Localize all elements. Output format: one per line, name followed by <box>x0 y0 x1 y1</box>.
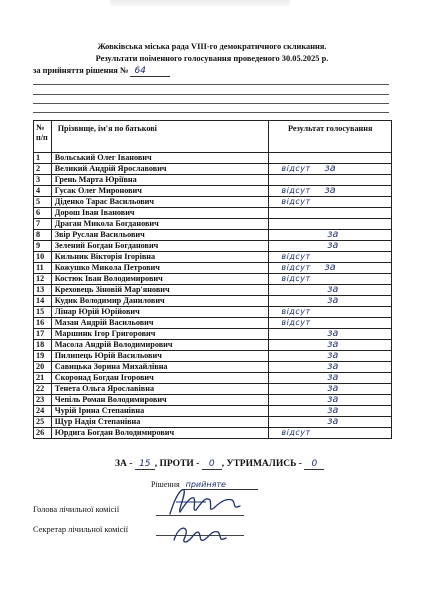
row-number: 7 <box>34 219 52 230</box>
vote-result <box>269 197 392 208</box>
table-row <box>34 285 392 296</box>
header-name: Прізвище, ім'я по батькові <box>51 121 269 153</box>
za-mark: за <box>327 405 339 416</box>
table-row <box>34 197 392 208</box>
status-handwritten: прийняте <box>182 480 258 490</box>
row-number: 20 <box>34 362 52 373</box>
header-result: Результат голосування <box>269 121 392 153</box>
vote-result <box>269 307 392 318</box>
table-header-row <box>34 121 392 153</box>
vote-result <box>269 395 392 406</box>
vote-result <box>269 175 392 186</box>
deputy-name: Кильник Вікторія Ігорівна <box>51 252 269 263</box>
za-mark: за <box>327 372 339 383</box>
table-row <box>34 230 392 241</box>
deputy-name: Діденко Тарас Васильович <box>51 197 269 208</box>
status-label: Рішення <box>151 480 180 489</box>
table-row <box>34 208 392 219</box>
row-number: 13 <box>34 285 52 296</box>
vote-result <box>269 241 392 252</box>
vote-result <box>269 186 392 197</box>
absent-mark: відсут <box>281 186 311 195</box>
deputy-name: Тенета Ольга Ярославівна <box>51 384 269 395</box>
table-row <box>34 340 392 351</box>
vote-result <box>269 373 392 384</box>
vote-result <box>269 417 392 428</box>
za-mark: за <box>327 229 339 240</box>
table-row <box>34 153 392 164</box>
row-number: 25 <box>34 417 52 428</box>
table-row <box>34 219 392 230</box>
vote-result <box>269 219 392 230</box>
deputy-name: Чурій Ірина Степанівна <box>51 406 269 417</box>
row-number: 3 <box>34 175 52 186</box>
table-row <box>34 164 392 175</box>
vote-result <box>269 318 392 329</box>
table-row <box>34 351 392 362</box>
za-mark: за <box>327 350 339 361</box>
za-mark: за <box>327 240 339 251</box>
za-mark: за <box>324 163 336 174</box>
table-row <box>34 186 392 197</box>
header-num: № п/п <box>34 121 52 153</box>
vote-result <box>269 329 392 340</box>
chair-label: Голова лічильної комісії <box>33 505 120 514</box>
deputy-name: Чепіль Роман Володимирович <box>51 395 269 406</box>
decision-line <box>33 66 170 77</box>
vote-result <box>269 153 392 164</box>
vote-result <box>269 351 392 362</box>
deputy-name: Гусак Олег Миронович <box>51 186 269 197</box>
za-mark: за <box>324 185 336 196</box>
vote-result <box>269 164 392 175</box>
row-number: 16 <box>34 318 52 329</box>
row-number: 26 <box>34 428 52 439</box>
table-row <box>34 296 392 307</box>
row-number: 6 <box>34 208 52 219</box>
absent-mark: відсут <box>281 197 311 206</box>
table-row <box>34 428 392 439</box>
table-row <box>34 263 392 274</box>
vote-result <box>269 296 392 307</box>
table-row <box>34 318 392 329</box>
row-number: 1 <box>34 153 52 164</box>
table-row <box>34 362 392 373</box>
deputy-name: Костюк Іван Володимирович <box>51 274 269 285</box>
row-number: 14 <box>34 296 52 307</box>
secretary-signature-icon <box>170 520 230 548</box>
za-label: ЗА - <box>115 459 133 469</box>
row-number: 17 <box>34 329 52 340</box>
row-number: 9 <box>34 241 52 252</box>
row-number: 11 <box>34 263 52 274</box>
absent-mark: відсут <box>281 318 311 327</box>
chair-signature-icon <box>166 484 246 520</box>
absent-mark: відсут <box>281 428 311 437</box>
vote-totals <box>115 459 324 470</box>
proty-count: 0 <box>202 459 222 470</box>
deputy-name: Савицька Зорина Михайлівна <box>51 362 269 373</box>
deputy-name: Дорош Іван Іванович <box>51 208 269 219</box>
row-number: 12 <box>34 274 52 285</box>
vote-result <box>269 340 392 351</box>
vote-result <box>269 406 392 417</box>
decision-label: за прийняття рішення № <box>33 66 129 75</box>
deputy-name: Кудик Володимир Данилович <box>51 296 269 307</box>
decision-number: 64 <box>130 66 170 77</box>
deputy-name: Вольський Олег Іванович <box>51 153 269 164</box>
blank-line-4 <box>33 112 389 113</box>
absent-mark: відсут <box>281 274 311 283</box>
utrym-label: , УТРИМАЛИСЬ - <box>221 459 302 469</box>
vote-result <box>269 230 392 241</box>
row-number: 10 <box>34 252 52 263</box>
council-title: Жовківська міська рада VIII-го демократичного скликання. <box>97 42 327 51</box>
table-row <box>34 307 392 318</box>
deputy-name: Масола Андрій Володимирович <box>51 340 269 351</box>
table-row <box>34 329 392 340</box>
bleed-through-mark <box>110 0 290 6</box>
table-row <box>34 274 392 285</box>
vote-rows <box>34 153 392 439</box>
table-row <box>34 395 392 406</box>
row-number: 18 <box>34 340 52 351</box>
vote-result <box>269 252 392 263</box>
za-mark: за <box>327 394 339 405</box>
vote-result <box>269 208 392 219</box>
za-count: 15 <box>135 459 155 470</box>
blank-line-2 <box>33 94 389 95</box>
blank-line-3 <box>33 103 389 104</box>
row-number: 19 <box>34 351 52 362</box>
table-row <box>34 384 392 395</box>
row-number: 4 <box>34 186 52 197</box>
za-mark: за <box>327 284 339 295</box>
za-mark: за <box>327 361 339 372</box>
za-mark: за <box>327 295 339 306</box>
table-row <box>34 406 392 417</box>
row-number: 23 <box>34 395 52 406</box>
row-number: 2 <box>34 164 52 175</box>
vote-results-title: Результати поіменного голосування проведеного 30.05.2025 р. <box>95 54 329 63</box>
blank-line-1 <box>33 84 389 85</box>
table-row <box>34 175 392 186</box>
za-mark: за <box>324 262 336 273</box>
deputy-name: Скоронад Богдан Ігорович <box>51 373 269 384</box>
vote-result <box>269 362 392 373</box>
vote-result <box>269 428 392 439</box>
row-number: 24 <box>34 406 52 417</box>
table-row <box>34 241 392 252</box>
deputy-name: Великий Андрій Ярославович <box>51 164 269 175</box>
vote-result <box>269 263 392 274</box>
row-number: 8 <box>34 230 52 241</box>
row-number: 15 <box>34 307 52 318</box>
deputy-name: Щур Надія Степанівна <box>51 417 269 428</box>
deputy-name: Грень Марта Юріївна <box>51 175 269 186</box>
deputy-name: Юрдига Богдан Володимирович <box>51 428 269 439</box>
row-number: 21 <box>34 373 52 384</box>
za-mark: за <box>327 339 339 350</box>
table-row <box>34 373 392 384</box>
utrym-count: 0 <box>304 459 324 470</box>
document-header <box>0 41 424 65</box>
deputy-name: Мазан Андрій Васильович <box>51 318 269 329</box>
deputy-name: Звір Руслан Васильович <box>51 230 269 241</box>
absent-mark: відсут <box>281 164 311 173</box>
deputy-name: Зелений Богдан Богданович <box>51 241 269 252</box>
proty-label: , ПРОТИ - <box>154 459 200 469</box>
za-mark: за <box>327 383 339 394</box>
vote-result <box>269 384 392 395</box>
vote-table <box>33 120 392 439</box>
absent-mark: відсут <box>281 263 311 272</box>
deputy-name: Пилипець Юрій Васильович <box>51 351 269 362</box>
vote-result <box>269 274 392 285</box>
table-row <box>34 252 392 263</box>
row-number: 22 <box>34 384 52 395</box>
za-mark: за <box>327 328 339 339</box>
absent-mark: відсут <box>281 307 311 316</box>
deputy-name: Лінар Юрій Юрійович <box>51 307 269 318</box>
vote-result <box>269 285 392 296</box>
table-row <box>34 417 392 428</box>
row-number: 5 <box>34 197 52 208</box>
za-mark: за <box>327 416 339 427</box>
deputy-name: Кожушко Микола Петрович <box>51 263 269 274</box>
deputy-name: Маршинк Ігор Григорович <box>51 329 269 340</box>
deputy-name: Креховець Зіновій Мар'янович <box>51 285 269 296</box>
absent-mark: відсут <box>281 252 311 261</box>
deputy-name: Драган Микола Богданович <box>51 219 269 230</box>
secretary-label: Секретар лічильної комісії <box>33 525 129 534</box>
